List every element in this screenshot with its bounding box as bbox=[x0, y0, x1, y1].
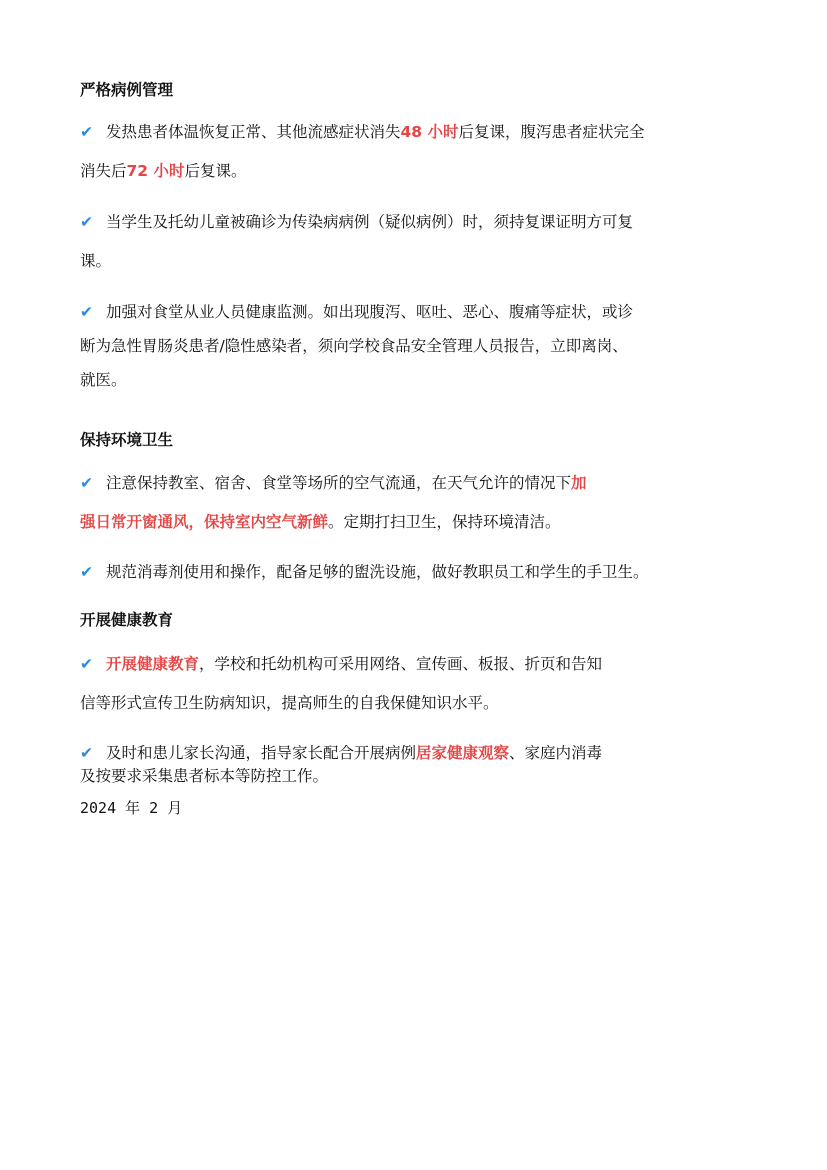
text-line bbox=[80, 654, 748, 674]
text-run: 当学生及托幼儿童被确诊为传染病病例（疑似病例）时，须持复课证明方可复 bbox=[106, 213, 634, 231]
text-run: 注意保持教室、宿舍、食堂等场所的空气流通，在天气允许的情况下 bbox=[106, 474, 572, 492]
text-run: 及时和患儿家长沟通，指导家长配合开展病例 bbox=[106, 744, 417, 762]
text-run: 、家庭内消毒 bbox=[509, 744, 603, 762]
text-line bbox=[80, 251, 748, 271]
checkmark-icon: ✔ bbox=[80, 744, 93, 762]
text-run: ，学校和托幼机构可采用网络、宣传画、板报、折页和告知 bbox=[199, 655, 603, 673]
text-line bbox=[80, 473, 748, 493]
bullet-item bbox=[80, 562, 748, 582]
text-line bbox=[80, 766, 748, 786]
checkmark-icon: ✔ bbox=[80, 213, 93, 231]
checkmark-icon: ✔ bbox=[80, 303, 93, 321]
document-date: 2024 年 2 月 bbox=[80, 799, 183, 817]
highlight-text: 72 小时 bbox=[126, 162, 185, 180]
text-line bbox=[80, 302, 748, 322]
section-heading: 开展健康教育 bbox=[80, 611, 174, 629]
text-run: 规范消毒剂使用和操作，配备足够的盥洗设施，做好教职员工和学生的手卫生。 bbox=[106, 563, 649, 581]
text-line bbox=[80, 122, 748, 142]
text-run: 就医。 bbox=[80, 371, 127, 389]
bullet-item bbox=[80, 743, 748, 786]
text-line bbox=[80, 743, 748, 763]
checkmark-icon: ✔ bbox=[80, 474, 93, 492]
section-heading: 保持环境卫生 bbox=[80, 431, 174, 449]
text-line bbox=[80, 512, 748, 532]
highlight-text: 居家健康观察 bbox=[416, 744, 510, 762]
text-run: 课。 bbox=[80, 252, 112, 270]
section-heading: 严格病例管理 bbox=[80, 81, 174, 99]
text-run: 信等形式宣传卫生防病知识，提高师生的自我保健知识水平。 bbox=[80, 694, 499, 712]
bullet-item bbox=[80, 212, 748, 271]
text-run: 加强对食堂从业人员健康监测。如出现腹泻、呕吐、恶心、腹痛等症状，或诊 bbox=[106, 303, 634, 321]
checkmark-icon: ✔ bbox=[80, 563, 93, 581]
text-line bbox=[80, 562, 748, 582]
highlight-text: 开展健康教育 bbox=[106, 655, 200, 673]
text-run: 。定期打扫卫生，保持环境清洁。 bbox=[328, 513, 561, 531]
checkmark-icon: ✔ bbox=[80, 123, 93, 141]
text-line bbox=[80, 336, 748, 356]
highlight-text: 强日常开窗通风，保持室内空气新鲜 bbox=[80, 513, 329, 531]
highlight-text: 加 bbox=[571, 474, 587, 492]
bullet-item bbox=[80, 122, 748, 181]
text-line bbox=[80, 212, 748, 232]
text-line bbox=[80, 370, 748, 390]
text-run: 后复课。 bbox=[184, 162, 247, 180]
text-line bbox=[80, 693, 748, 713]
checkmark-icon: ✔ bbox=[80, 655, 93, 673]
text-run: 及按要求采集患者标本等防控工作。 bbox=[80, 767, 329, 785]
text-line bbox=[80, 161, 748, 181]
text-run: 发热患者体温恢复正常、其他流感症状消失 bbox=[106, 123, 401, 141]
text-run: 消失后 bbox=[80, 162, 127, 180]
bullet-item bbox=[80, 473, 748, 532]
text-run: 后复课，腹泻患者症状完全 bbox=[458, 123, 645, 141]
bullet-item bbox=[80, 654, 748, 713]
bullet-item bbox=[80, 302, 748, 390]
highlight-text: 48 小时 bbox=[400, 123, 459, 141]
text-run: 断为急性胃肠炎患者/隐性感染者，须向学校食品安全管理人员报告，立即离岗、 bbox=[80, 337, 628, 355]
